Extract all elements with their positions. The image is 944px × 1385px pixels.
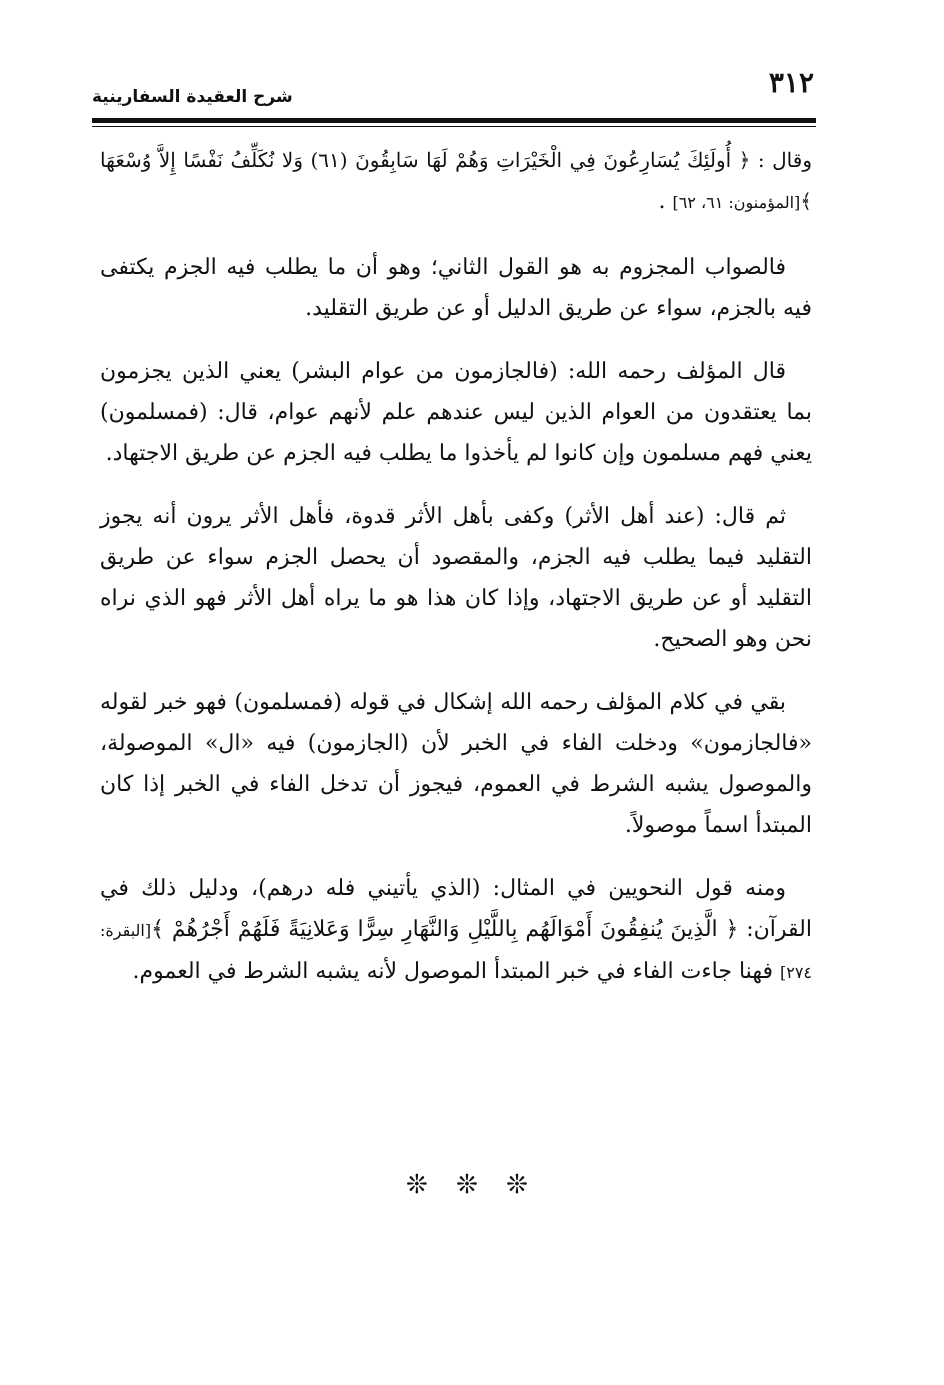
header-rule-thin [92,126,816,127]
paragraph: بقي في كلام المؤلف رحمه الله إشكال في قوله (فمسلمون) فهو خبر لقوله «فالجازمون» ودخلت الفاء في الخبر لأن (الجازمون) فيه «ال» الموصولة، والموصول يشبه الشرط في العموم، فيجوز أن تدخل الفاء في الخبر إذا كان المبتدأ اسماً موصولاً. [100,690,812,838]
page-number: ٣١٢ [768,66,814,99]
paragraph-end: فهنا جاءت الفاء في خبر المبتدأ الموصول لأنه يشبه الشرط في العموم. [132,959,780,984]
verse-citation: [المؤمنون: ٦١، ٦٢] [672,193,801,212]
paragraph-text: ومنه قول النحويين في المثال: (الذي يأتيني فله درهم)، ودليل ذلك في القرآن: ﴿ الَّذِينَ يُنفِقُونَ أَمْوَالَهُم بِاللَّيْلِ وَالنَّهَارِ سِرًّا وَعَلانِيَةً فَلَهُمْ أَجْرُهُمْ ﴾ [100,876,812,942]
page-header [92,64,814,116]
paragraph: قال المؤلف رحمه الله: (فالجازمون من عوام البشر) يعني الذين يجزمون بما يعتقدون من العوام الذين ليس عندهم علم لأنهم عوام، قال: (فمسلمون) يعني فهم مسلمون وإن كانوا لم يأخذوا ما يطلب فيه الجزم عن طريق الاجتهاد. [100,359,812,466]
section-ornament: ❊ ❊ ❊ [406,1170,538,1200]
paragraph-end: . [658,189,673,214]
paragraph-verse-1 [100,140,812,223]
paragraph: ثم قال: (عند أهل الأثر) وكفى بأهل الأثر قدوة، فأهل الأثر يرون أنه يجوز التقليد فيما يطلب فيه الجزم، والمقصود أن يحصل الجزم سواء عن طريق التقليد أو عن طريق الاجتهاد، وإذا كان هذا هو ما يراه أهل الأثر فهو الذي نراه نحن وهو الصحيح. [100,504,812,652]
running-title: شرح العقيدة السفارينية [92,87,293,107]
header-rule-thick [92,118,816,123]
paragraph: فالصواب المجزوم به هو القول الثاني؛ وهو أن ما يطلب فيه الجزم يكتفى فيه بالجزم، سواء عن طريق الدليل أو عن طريق التقليد. [100,255,812,321]
paragraph-text: وقال : ﴿ أُولَئِكَ يُسَارِعُونَ فِي الْخَيْرَاتِ وَهُمْ لَهَا سَابِقُونَ (٦١) وَلا نُكَلِّفُ نَفْسًا إِلاَّ وُسْعَهَا ﴾ [100,148,812,213]
paragraph-verse-2 [100,868,812,993]
page-body [100,140,812,1017]
verse-citation: [البقرة: ٢٧٤] [100,921,812,982]
